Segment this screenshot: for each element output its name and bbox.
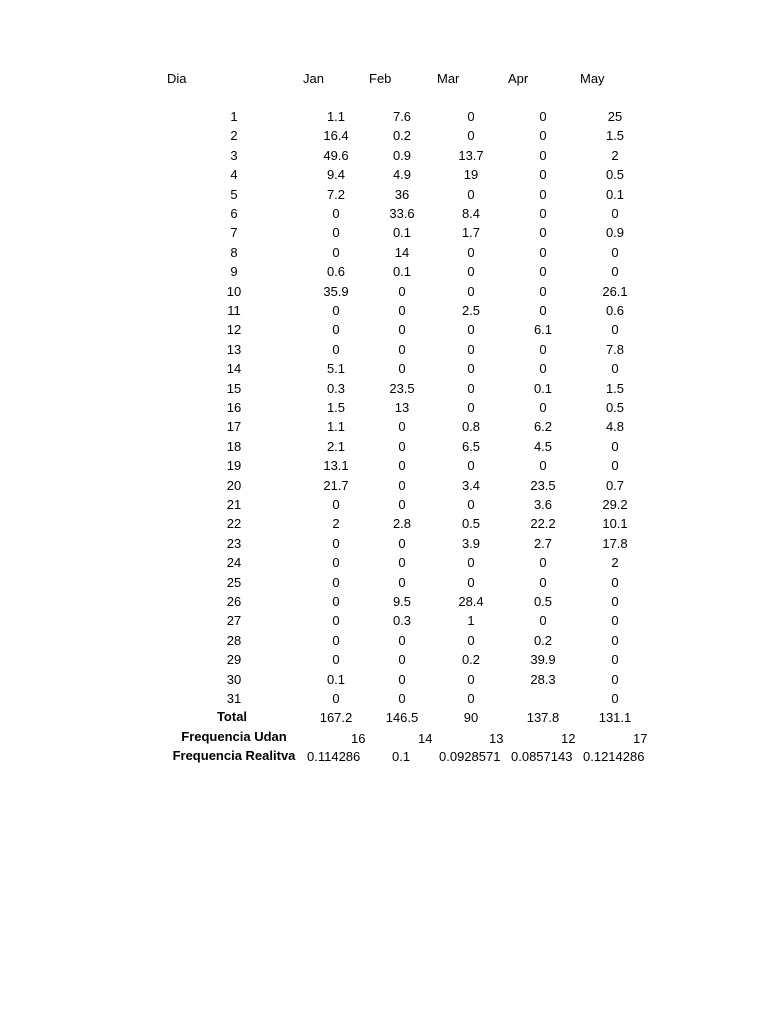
value-cell-feb: 9.5 (392, 594, 412, 609)
value-cell-feb: 0.3 (392, 613, 412, 628)
value-cell-apr: 0 (539, 187, 547, 202)
freq-rel-value-jan: 0.114286 (307, 749, 361, 764)
total-label: Total (216, 709, 248, 724)
value-cell-may: 0 (611, 322, 619, 337)
value-cell-may: 0 (611, 594, 619, 609)
day-cell: 16 (226, 400, 242, 415)
value-cell-apr: 0 (539, 128, 547, 143)
day-cell: 4 (230, 167, 238, 182)
value-cell-feb: 33.6 (389, 206, 415, 221)
day-cell: 23 (226, 536, 242, 551)
value-cell-jan: 2.1 (326, 439, 346, 454)
value-cell-jan: 0 (332, 555, 340, 570)
day-cell: 30 (226, 672, 242, 687)
value-cell-mar: 0 (467, 633, 475, 648)
value-cell-mar: 0 (467, 245, 475, 260)
day-cell: 1 (230, 109, 238, 124)
value-cell-apr: 0 (539, 303, 547, 318)
value-cell-may: 10.1 (602, 516, 628, 531)
value-cell-mar: 0 (467, 555, 475, 570)
total-value-may: 131.1 (598, 710, 632, 725)
value-cell-apr: 0.5 (533, 594, 553, 609)
value-cell-jan: 0 (332, 633, 340, 648)
value-cell-jan: 0.3 (326, 381, 346, 396)
day-cell: 17 (226, 419, 242, 434)
value-cell-jan: 0 (332, 691, 340, 706)
value-cell-may: 0 (611, 206, 619, 221)
value-cell-jan: 0 (332, 536, 340, 551)
value-cell-feb: 0 (398, 322, 406, 337)
day-cell: 24 (226, 555, 242, 570)
value-cell-mar: 0 (467, 342, 475, 357)
value-cell-jan: 1.1 (326, 419, 346, 434)
value-cell-feb: 0 (398, 672, 406, 687)
value-cell-jan: 1.1 (326, 109, 346, 124)
value-cell-mar: 2.5 (461, 303, 481, 318)
value-cell-mar: 0 (467, 691, 475, 706)
value-cell-feb: 0 (398, 575, 406, 590)
value-cell-mar: 0 (467, 109, 475, 124)
day-cell: 6 (230, 206, 238, 221)
value-cell-feb: 0 (398, 303, 406, 318)
day-cell: 2 (230, 128, 238, 143)
value-cell-apr: 0 (539, 148, 547, 163)
value-cell-apr: 22.2 (530, 516, 556, 531)
total-value-jan: 167.2 (319, 710, 353, 725)
freq-udan-label: Frequencia Udan (181, 729, 287, 744)
value-cell-jan: 0 (332, 575, 340, 590)
value-cell-feb: 14 (394, 245, 410, 260)
value-cell-feb: 0 (398, 536, 406, 551)
value-cell-apr: 0 (539, 342, 547, 357)
day-cell: 14 (226, 361, 242, 376)
value-cell-mar: 0 (467, 128, 475, 143)
day-cell: 3 (230, 148, 238, 163)
value-cell-apr: 0 (539, 225, 547, 240)
header-may: May (580, 71, 605, 86)
value-cell-feb: 36 (394, 187, 410, 202)
freq-rel-label: Frequencia Realitva (172, 748, 296, 763)
value-cell-feb: 0 (398, 478, 406, 493)
value-cell-feb: 0.2 (392, 128, 412, 143)
value-cell-jan: 7.2 (326, 187, 346, 202)
day-cell: 9 (230, 264, 238, 279)
value-cell-may: 0 (611, 245, 619, 260)
value-cell-feb: 0 (398, 691, 406, 706)
freq-udan-value-feb: 14 (418, 731, 433, 746)
value-cell-feb: 0 (398, 497, 406, 512)
header-feb: Feb (369, 71, 392, 86)
value-cell-mar: 19 (463, 167, 479, 182)
day-cell: 28 (226, 633, 242, 648)
value-cell-apr: 0 (539, 361, 547, 376)
value-cell-mar: 0 (467, 458, 475, 473)
value-cell-apr (513, 691, 573, 707)
value-cell-feb: 0 (398, 284, 406, 299)
value-cell-apr: 0 (539, 613, 547, 628)
value-cell-feb: 0 (398, 633, 406, 648)
value-cell-jan: 16.4 (323, 128, 349, 143)
value-cell-feb: 0 (398, 555, 406, 570)
value-cell-jan: 21.7 (323, 478, 349, 493)
value-cell-mar: 0 (467, 575, 475, 590)
value-cell-jan: 49.6 (323, 148, 349, 163)
value-cell-apr: 6.1 (533, 322, 553, 337)
value-cell-feb: 13 (394, 400, 410, 415)
value-cell-may: 25 (607, 109, 623, 124)
day-cell: 15 (226, 381, 242, 396)
day-cell: 26 (226, 594, 242, 609)
value-cell-jan: 0 (332, 342, 340, 357)
freq-rel-value-mar: 0.0928571 (439, 749, 501, 764)
value-cell-feb: 0.1 (392, 225, 412, 240)
value-cell-jan: 9.4 (326, 167, 346, 182)
freq-udan-value-mar: 13 (489, 731, 504, 746)
header-apr: Apr (508, 71, 529, 86)
value-cell-may: 0 (611, 691, 619, 706)
value-cell-feb: 7.6 (392, 109, 412, 124)
freq-rel-value-apr: 0.0857143 (511, 749, 573, 764)
value-cell-jan: 0 (332, 206, 340, 221)
value-cell-mar: 0 (467, 497, 475, 512)
value-cell-mar: 13.7 (458, 148, 484, 163)
day-cell: 22 (226, 516, 242, 531)
value-cell-jan: 35.9 (323, 284, 349, 299)
value-cell-apr: 0 (539, 575, 547, 590)
day-cell: 8 (230, 245, 238, 260)
value-cell-apr: 0 (539, 400, 547, 415)
day-cell: 25 (226, 575, 242, 590)
value-cell-apr: 23.5 (530, 478, 556, 493)
value-cell-jan: 0 (332, 594, 340, 609)
value-cell-apr: 0 (539, 167, 547, 182)
value-cell-may: 2 (611, 555, 619, 570)
value-cell-feb: 4.9 (392, 167, 412, 182)
value-cell-may: 0.5 (605, 400, 625, 415)
value-cell-mar: 0 (467, 284, 475, 299)
value-cell-may: 4.8 (605, 419, 625, 434)
value-cell-apr: 0 (539, 245, 547, 260)
value-cell-feb: 2.8 (392, 516, 412, 531)
value-cell-mar: 1 (467, 613, 475, 628)
value-cell-may: 29.2 (602, 497, 628, 512)
value-cell-may: 7.8 (605, 342, 625, 357)
value-cell-mar: 6.5 (461, 439, 481, 454)
value-cell-apr: 3.6 (533, 497, 553, 512)
header-dia: Dia (167, 71, 187, 86)
day-cell: 18 (226, 439, 242, 454)
value-cell-feb: 0.9 (392, 148, 412, 163)
value-cell-feb: 0 (398, 342, 406, 357)
value-cell-jan: 0.6 (326, 264, 346, 279)
value-cell-may: 0 (611, 361, 619, 376)
day-cell: 29 (226, 652, 242, 667)
value-cell-jan: 2 (332, 516, 340, 531)
value-cell-may: 1.5 (605, 381, 625, 396)
day-cell: 10 (226, 284, 242, 299)
value-cell-feb: 0 (398, 652, 406, 667)
header-jan: Jan (303, 71, 324, 86)
day-cell: 31 (226, 691, 242, 706)
value-cell-apr: 39.9 (530, 652, 556, 667)
freq-udan-value-apr: 12 (561, 731, 576, 746)
day-cell: 27 (226, 613, 242, 628)
value-cell-feb: 0 (398, 419, 406, 434)
value-cell-may: 0 (611, 633, 619, 648)
value-cell-apr: 6.2 (533, 419, 553, 434)
value-cell-mar: 0.2 (461, 652, 481, 667)
value-cell-apr: 0 (539, 109, 547, 124)
value-cell-may: 0 (611, 439, 619, 454)
value-cell-mar: 0 (467, 400, 475, 415)
value-cell-may: 0 (611, 672, 619, 687)
value-cell-jan: 0 (332, 652, 340, 667)
value-cell-apr: 0 (539, 206, 547, 221)
value-cell-may: 1.5 (605, 128, 625, 143)
value-cell-jan: 0.1 (326, 672, 346, 687)
value-cell-mar: 3.9 (461, 536, 481, 551)
total-value-feb: 146.5 (385, 710, 419, 725)
value-cell-jan: 0 (332, 303, 340, 318)
value-cell-jan: 0 (332, 225, 340, 240)
value-cell-apr: 4.5 (533, 439, 553, 454)
value-cell-jan: 0 (332, 497, 340, 512)
value-cell-mar: 8.4 (461, 206, 481, 221)
value-cell-feb: 0 (398, 458, 406, 473)
value-cell-mar: 0 (467, 264, 475, 279)
value-cell-feb: 0.1 (392, 264, 412, 279)
value-cell-apr: 0.1 (533, 381, 553, 396)
day-cell: 20 (226, 478, 242, 493)
freq-udan-value-jan: 16 (351, 731, 366, 746)
value-cell-mar: 0.5 (461, 516, 481, 531)
value-cell-feb: 0 (398, 361, 406, 376)
value-cell-mar: 0 (467, 187, 475, 202)
value-cell-mar: 0 (467, 672, 475, 687)
freq-rel-value-may: 0.1214286 (583, 749, 645, 764)
value-cell-apr: 0 (539, 458, 547, 473)
value-cell-may: 0 (611, 613, 619, 628)
value-cell-jan: 13.1 (323, 458, 349, 473)
value-cell-mar: 0 (467, 322, 475, 337)
value-cell-may: 0 (611, 575, 619, 590)
value-cell-may: 0.7 (605, 478, 625, 493)
freq-rel-value-feb: 0.1 (392, 749, 411, 764)
total-value-apr: 137.8 (526, 710, 560, 725)
value-cell-may: 0 (611, 264, 619, 279)
day-cell: 21 (226, 497, 242, 512)
value-cell-mar: 1.7 (461, 225, 481, 240)
value-cell-may: 0.1 (605, 187, 625, 202)
day-cell: 12 (226, 322, 242, 337)
value-cell-apr: 0 (539, 264, 547, 279)
value-cell-apr: 2.7 (533, 536, 553, 551)
value-cell-may: 0.5 (605, 167, 625, 182)
day-cell: 19 (226, 458, 242, 473)
value-cell-jan: 0 (332, 322, 340, 337)
freq-udan-value-may: 17 (633, 731, 648, 746)
value-cell-may: 0.9 (605, 225, 625, 240)
value-cell-mar: 28.4 (458, 594, 484, 609)
value-cell-mar: 3.4 (461, 478, 481, 493)
total-value-mar: 90 (463, 710, 479, 725)
value-cell-jan: 0 (332, 245, 340, 260)
value-cell-apr: 0 (539, 284, 547, 299)
value-cell-apr: 0.2 (533, 633, 553, 648)
value-cell-feb: 0 (398, 439, 406, 454)
value-cell-may: 0 (611, 652, 619, 667)
day-cell: 5 (230, 187, 238, 202)
value-cell-mar: 0 (467, 361, 475, 376)
value-cell-feb: 23.5 (389, 381, 415, 396)
value-cell-may: 0 (611, 458, 619, 473)
value-cell-apr: 28.3 (530, 672, 556, 687)
value-cell-may: 2 (611, 148, 619, 163)
value-cell-may: 0.6 (605, 303, 625, 318)
value-cell-may: 17.8 (602, 536, 628, 551)
day-cell: 11 (227, 303, 241, 318)
day-cell: 7 (230, 225, 238, 240)
value-cell-mar: 0 (467, 381, 475, 396)
value-cell-jan: 1.5 (326, 400, 346, 415)
header-mar: Mar (437, 71, 460, 86)
value-cell-jan: 0 (332, 613, 340, 628)
value-cell-mar: 0.8 (461, 419, 481, 434)
day-cell: 13 (226, 342, 242, 357)
value-cell-jan: 5.1 (326, 361, 346, 376)
value-cell-may: 26.1 (602, 284, 628, 299)
value-cell-apr: 0 (539, 555, 547, 570)
